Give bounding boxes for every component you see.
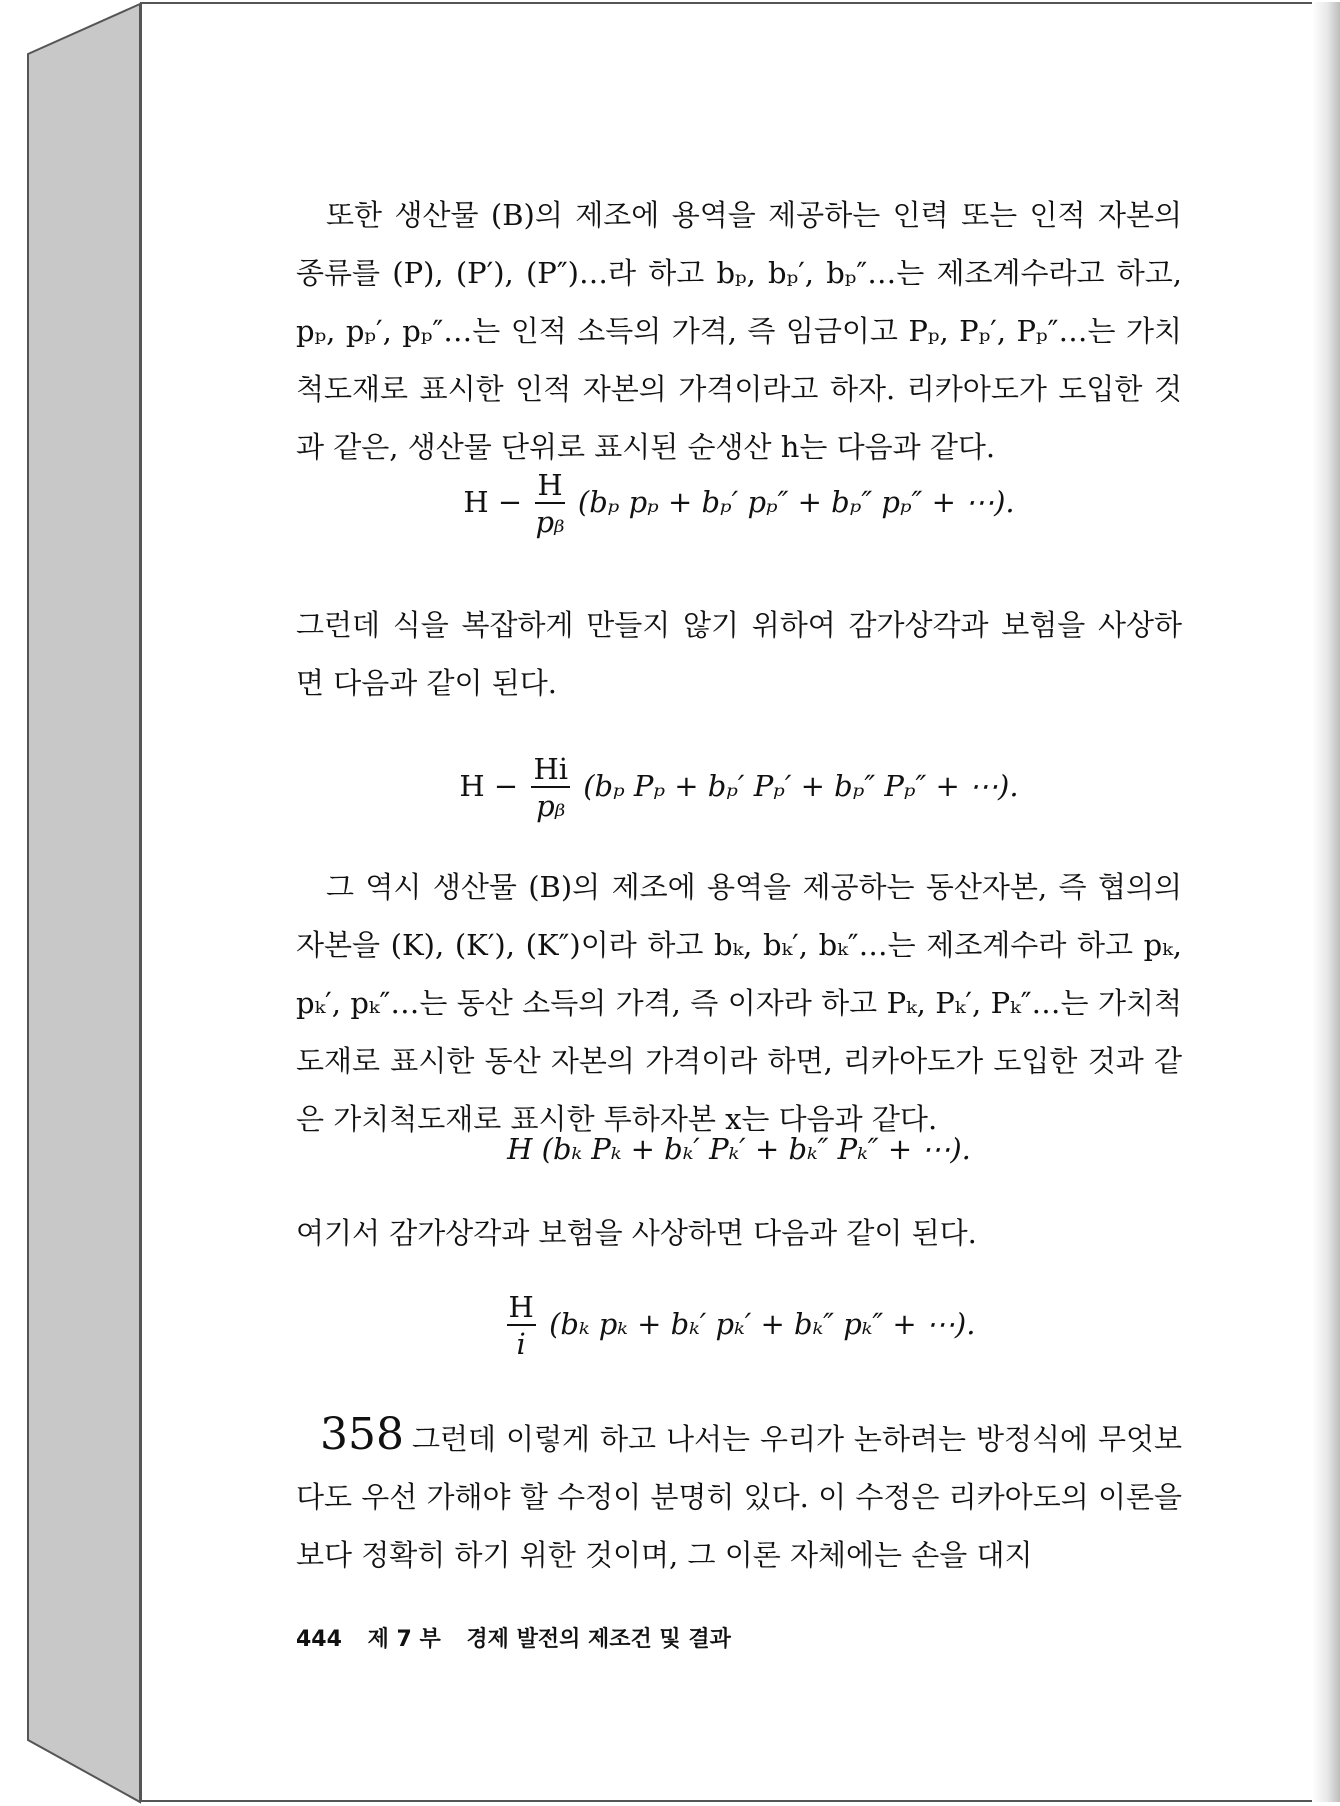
formula-4-denominator: i bbox=[516, 1327, 526, 1361]
formula-3-expression: H (bₖ Pₖ + bₖ′ Pₖ′ + bₖ″ Pₖ″ + ⋯). bbox=[507, 1132, 971, 1166]
paragraph-1-text: 또한 생산물 (B)의 제조에 용역을 제공하는 인력 또는 인적 자본의 종류를 (P), (P′), (P″)…라 하고 bₚ, bₚ′, bₚ″…는 제조계수라고 하고, pₚ, pₚ′, pₚ″…는 인적 소득의 가격, 즉 임금이고 Pₚ, Pₚ′, Pₚ″…는 가치척도재로 표시한 인적 자본의 가격이라고 하자. 리카아도가 도입한 것과 같은, 생산물 단위로 표시된 순생산 h는 다음과 같다. bbox=[296, 198, 1182, 464]
paragraph-3-text: 그 역시 생산물 (B)의 제조에 용역을 제공하는 동산자본, 즉 협의의 자본을 (K), (K′), (K″)이라 하고 bₖ, bₖ′, bₖ″…는 제조계수라 하고 pₖ, pₖ′, pₖ″…는 동산 소득의 가격, 즉 이자라 하고 Pₖ, Pₖ′, Pₖ″…는 가치척도재로 표시한 동산 자본의 가격이라 하면, 리카아도가 도입한 것과 같은 가치척도재로 표시한 투하자본 x는 다음과 같다. bbox=[296, 870, 1182, 1136]
page-number: 444 bbox=[296, 1627, 342, 1652]
formula-4-expression: (bₖ pₖ + bₖ′ pₖ′ + bₖ″ pₖ″ + ⋯). bbox=[549, 1307, 976, 1341]
formula-4-fraction bbox=[507, 1290, 536, 1362]
formula-1-fraction bbox=[535, 468, 564, 540]
paragraph-2 bbox=[296, 596, 1182, 712]
formula-4-numerator: H bbox=[508, 1290, 534, 1324]
footer-chapter-title: 경제 발전의 제조건 및 결과 bbox=[466, 1627, 731, 1652]
formula-2-fraction bbox=[531, 752, 570, 824]
formula-3 bbox=[296, 1132, 1182, 1166]
paragraph-4-text: 여기서 감가상각과 보험을 사상하면 다음과 같이 된다. bbox=[296, 1216, 977, 1250]
section-number: 358 bbox=[320, 1409, 404, 1460]
formula-1 bbox=[296, 468, 1182, 540]
formula-2-prefix: H − bbox=[459, 769, 519, 803]
page-edge-shadow bbox=[1312, 2, 1340, 1802]
paragraph-2-text: 그런데 식을 복잡하게 만들지 않기 위하여 감가상각과 보험을 사상하면 다음과 같이 된다. bbox=[296, 608, 1182, 700]
formula-2-denominator: pᵦ bbox=[536, 789, 566, 823]
formula-2-numerator: Hi bbox=[533, 752, 569, 786]
paragraph-3 bbox=[296, 858, 1182, 1148]
footer-part: 제 7 부 bbox=[367, 1627, 441, 1652]
formula-1-numerator: H bbox=[537, 468, 563, 502]
paragraph-4 bbox=[296, 1204, 1182, 1262]
formula-2 bbox=[296, 752, 1182, 824]
formula-1-prefix: H − bbox=[463, 485, 523, 519]
paragraph-5-text: 그런데 이렇게 하고 나서는 우리가 논하려는 방정식에 무엇보다도 우선 가해야 할 수정이 분명히 있다. 이 수정은 리카아도의 이론을 보다 정확히 하기 위한 것이며, 그 이론 자체에는 손을 대지 bbox=[296, 1422, 1182, 1572]
formula-1-denominator: pᵦ bbox=[535, 505, 565, 539]
paragraph-5-block bbox=[296, 1406, 1182, 1584]
page-footer bbox=[296, 1622, 749, 1653]
formula-4 bbox=[296, 1290, 1182, 1362]
formula-2-expression: (bₚ Pₚ + bₚ′ Pₚ′ + bₚ″ Pₚ″ + ⋯). bbox=[583, 769, 1019, 803]
paragraph-1 bbox=[296, 186, 1182, 476]
formula-1-expression: (bₚ pₚ + bₚ′ pₚ″ + bₚ″ pₚ″ + ⋯). bbox=[577, 485, 1015, 519]
paragraph-5 bbox=[296, 1406, 1182, 1584]
